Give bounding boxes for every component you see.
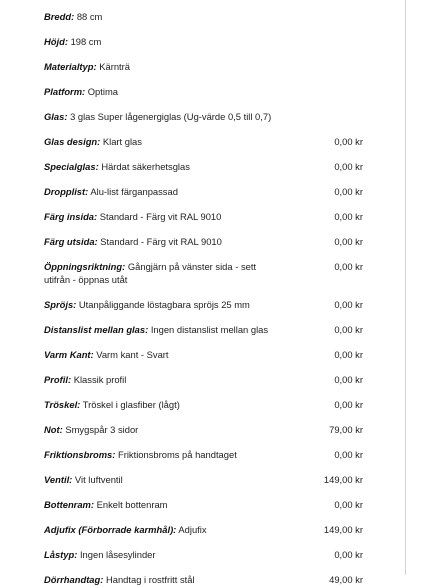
spec-value: Standard - Färg vit RAL 9010 [100, 236, 222, 247]
spec-row-dorrhandtag [44, 573, 363, 586]
spec-row-not [44, 423, 363, 436]
spec-value: Utanpåliggande löstagbara spröjs 25 mm [78, 299, 250, 310]
spec-value: Härdat säkerhetsglas [101, 161, 190, 172]
spec-label: Distanslist mellan glas: [44, 324, 149, 335]
spec-list [44, 10, 363, 586]
spec-row-ventil [44, 473, 363, 486]
spec-label: Glas design: [44, 136, 101, 147]
spec-price: 0,00 kr [334, 236, 363, 247]
spec-label: Dörrhandtag: [44, 574, 104, 585]
spec-label: Glas: [44, 111, 68, 122]
spec-value: Standard - Färg vit RAL 9010 [99, 211, 222, 222]
spec-price: 0,00 kr [334, 136, 363, 147]
spec-price: 0,00 kr [334, 186, 363, 197]
spec-row-oppningsriktning [44, 260, 363, 286]
spec-label: Öppningsriktning: [44, 261, 126, 272]
spec-label: Dropplist: [44, 186, 89, 197]
spec-price: 49,00 kr [329, 574, 363, 585]
spec-row-adjufix [44, 523, 363, 536]
spec-row-varm-kant [44, 348, 363, 361]
spec-label: Bredd: [44, 11, 75, 22]
spec-value: Enkelt bottenram [96, 499, 168, 510]
spec-value: 198 cm [70, 36, 102, 47]
spec-label: Ventil: [44, 474, 73, 485]
spec-row-bredd [44, 10, 363, 23]
spec-value: Tröskel i glasfiber (lågt) [82, 399, 180, 410]
spec-value: Vit luftventil [74, 474, 123, 485]
spec-label: Profil: [44, 374, 72, 385]
spec-label: Friktionsbroms: [44, 449, 116, 460]
spec-label: Not: [44, 424, 63, 435]
spec-row-farg-insida [44, 210, 363, 223]
spec-label: Varm Kant: [44, 349, 94, 360]
spec-label: Bottenram: [44, 499, 95, 510]
spec-row-distanslist [44, 323, 363, 336]
spec-price: 0,00 kr [334, 299, 363, 310]
spec-label: Tröskel: [44, 399, 81, 410]
spec-value: Smygspår 3 sidor [65, 424, 139, 435]
spec-row-platform [44, 85, 363, 98]
spec-row-profil [44, 373, 363, 386]
spec-value: Varm kant - Svart [96, 349, 169, 360]
spec-price: 0,00 kr [334, 499, 363, 510]
spec-label: Färg utsida: [44, 236, 98, 247]
spec-price: 0,00 kr [334, 211, 363, 222]
spec-row-specialglas [44, 160, 363, 173]
spec-row-sprojs [44, 298, 363, 311]
spec-value: Ingen distanslist mellan glas [150, 324, 269, 335]
spec-row-dropplist [44, 185, 363, 198]
spec-row-troskel [44, 398, 363, 411]
spec-value: Gångjärn på vänster sida - sett utifrån - öppnas utåt [44, 261, 257, 285]
spec-price: 0,00 kr [334, 161, 363, 172]
spec-price: 79,00 kr [329, 424, 363, 435]
spec-price: 0,00 kr [334, 349, 363, 360]
spec-price: 0,00 kr [334, 324, 363, 335]
spec-label: Höjd: [44, 36, 68, 47]
spec-price: 149,00 kr [323, 474, 363, 485]
spec-row-glas-design [44, 135, 363, 148]
spec-label: Materialtyp: [44, 61, 97, 72]
spec-label: Låstyp: [44, 549, 78, 560]
spec-price: 0,00 kr [334, 261, 363, 272]
spec-label: Specialglas: [44, 161, 99, 172]
spec-value: 88 cm [76, 11, 103, 22]
spec-label: Adjufix (Förborrade karmhål): [44, 524, 177, 535]
spec-row-friktionsbroms [44, 448, 363, 461]
spec-label: Spröjs: [44, 299, 77, 310]
spec-value: Adjufix [178, 524, 207, 535]
spec-row-materialtyp [44, 60, 363, 73]
spec-price: 149,00 kr [323, 524, 363, 535]
spec-value: Klassik profil [73, 374, 127, 385]
spec-value: Ingen låsesylinder [79, 549, 156, 560]
spec-price: 0,00 kr [334, 374, 363, 385]
spec-row-farg-utsida [44, 235, 363, 248]
spec-row-bottenram [44, 498, 363, 511]
spec-value: Optima [87, 86, 118, 97]
spec-value: Alu-list färganpassad [90, 186, 178, 197]
spec-value: Handtag i rostfritt stål [105, 574, 195, 585]
spec-label: Färg insida: [44, 211, 98, 222]
spec-row-hojd [44, 35, 363, 48]
spec-value: Kärnträ [99, 61, 130, 72]
spec-row-lastyp [44, 548, 363, 561]
spec-value: Klart glas [102, 136, 142, 147]
spec-label: Platform: [44, 86, 86, 97]
spec-row-glas [44, 110, 363, 123]
spec-value: 3 glas Super lågenergiglas (Ug-värde 0,5 till 0,7) [70, 111, 272, 122]
spec-price: 0,00 kr [334, 399, 363, 410]
spec-value: Friktionsbroms på handtaget [117, 449, 237, 460]
spec-price: 0,00 kr [334, 549, 363, 560]
spec-price: 0,00 kr [334, 449, 363, 460]
